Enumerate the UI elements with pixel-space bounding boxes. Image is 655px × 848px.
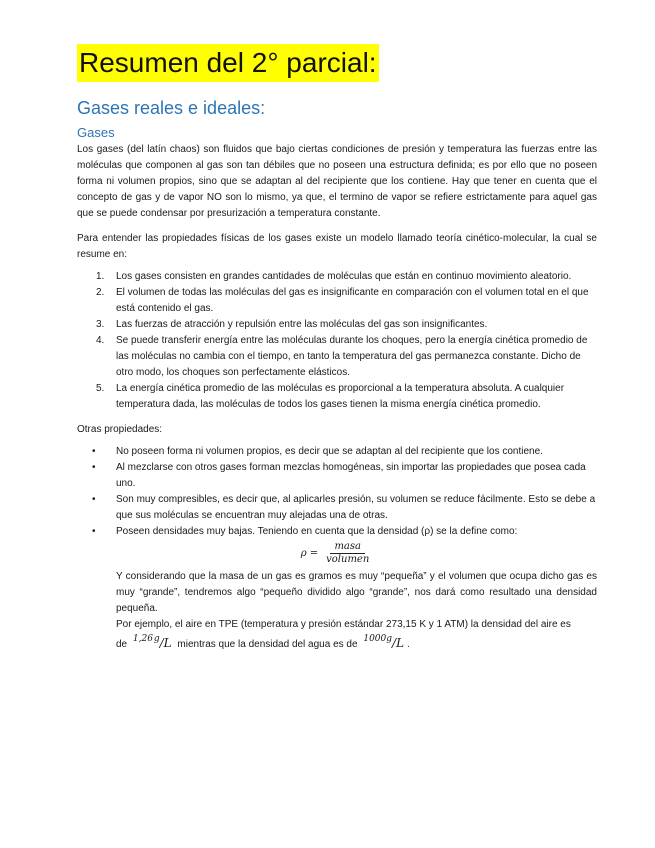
example-values (116, 633, 597, 655)
list-item-text: Poseen densidades muy bajas. Teniendo en cuenta que la densidad (ρ) se la define como: (116, 526, 518, 537)
list-number: 4. (96, 335, 105, 346)
example-end: . (407, 639, 410, 650)
air-density-value: 1,26 (132, 634, 153, 644)
formula-fraction (322, 541, 373, 566)
density-block (77, 569, 597, 655)
bullet-icon: • (92, 462, 96, 473)
list-number: 3. (96, 319, 105, 330)
list-item-text: Son muy compresibles, es decir que, al aplicarles presión, su volumen se reduce fácilmente. Esto se debe a que sus moléculas se encuentran muy alejadas una de otras. (116, 494, 596, 521)
properties-list (77, 444, 597, 540)
list-item (77, 460, 597, 492)
list-item (77, 285, 597, 317)
list-item-text: Los gases consisten en grandes cantidades de moléculas que están en continuo movimiento aleatorio. (116, 271, 572, 282)
list-item-text: Las fuerzas de atracción y repulsión entre las moléculas del gas son insignificantes. (116, 319, 488, 330)
bullet-icon: • (92, 446, 96, 457)
density-explanation: Y considerando que la masa de un gas es gramos es muy “pequeña” y el volumen que ocupa dicho gas es muy “grande”, tendremos algo “pequeño dividido algo “grande”, nos dará como resultado una densidad pequeña. (116, 571, 597, 614)
density-formula (77, 541, 597, 566)
list-item (77, 317, 597, 333)
theory-list (77, 269, 597, 413)
list-item-text: Al mezclarse con otros gases forman mezclas homogéneas, sin importar las propiedades que posea cada uno. (116, 462, 586, 489)
bullet-icon: • (92, 526, 96, 537)
list-item (77, 492, 597, 524)
water-density-unit-top: g (386, 634, 393, 644)
list-item-text: Se puede transferir energía entre las moléculas durante los choques, pero la energía cinética promedio de las moléculas no cambia con el tiempo, en tanto la temperatura del gas permanezca constante. Dicho de otro modo, los choques son perfectamente elásticos. (116, 335, 588, 378)
list-number: 1. (96, 271, 105, 282)
other-properties-label: Otras propiedades: (77, 424, 163, 435)
list-item (77, 333, 597, 381)
example-middle: mientras que la densidad del agua es de (177, 639, 358, 650)
water-density: 1000g/L (363, 634, 405, 650)
formula-denominator: volumen (326, 554, 370, 565)
formula-lhs: ρ = (300, 548, 319, 559)
water-density-unit-bottom: L (396, 636, 405, 650)
list-item (77, 381, 597, 413)
air-density: 1,26 g/L (132, 634, 172, 650)
theory-intro-paragraph: Para entender las propiedades físicas de los gases existe un modelo llamado teoría cinético-molecular, la cual se resume en: (77, 233, 597, 260)
list-item-text: El volumen de todas las moléculas del gas es insignificante en comparación con el volumen total en el que está contenido el gas. (116, 287, 589, 314)
list-item-text: La energía cinética promedio de las moléculas es proporcional a la temperatura absoluta. A cualquier temperatura dada, las moléculas de todos los gases tienen la misma energía cinética promedio. (116, 383, 565, 410)
air-density-unit-bottom: L (163, 636, 172, 650)
list-item (77, 269, 597, 285)
list-number: 5. (96, 383, 105, 394)
section-heading: Gases reales e ideales: (77, 98, 266, 118)
water-density-value: 1000 (363, 634, 387, 644)
list-number: 2. (96, 287, 105, 298)
list-item-text: No poseen forma ni volumen propios, es decir que se adaptan al del recipiente que los contiene. (116, 446, 543, 457)
list-item (77, 444, 597, 460)
example-line: Por ejemplo, el aire en TPE (temperatura y presión estándar 273,15 K y 1 ATM) la densidad del aire es (116, 619, 571, 630)
air-density-unit-top: g (153, 634, 160, 644)
bullet-icon: • (92, 494, 96, 505)
list-item (77, 524, 597, 540)
intro-paragraph: Los gases (del latín chaos) son fluidos que bajo ciertas condiciones de presión y temperatura las fuerzas entre las moléculas que componen al gas son tan débiles que no poseen una estructura definida; es por ello que no poseen forma ni volumen propios, sino que se adaptan al del recipiente que los contiene. Hay que tener en cuenta que el concepto de gas y de vapor NO son lo mismo, ya que, el termino de vapor se refiere estrictamente para aquel gas que se puede condensar por presurización a temperatura constante. (77, 144, 597, 219)
document-title: Resumen del 2° parcial: (77, 44, 379, 82)
example-prefix: de (116, 639, 128, 650)
title-wrapper (77, 0, 597, 82)
formula-numerator: masa (330, 541, 365, 554)
subsection-heading: Gases (77, 125, 115, 140)
